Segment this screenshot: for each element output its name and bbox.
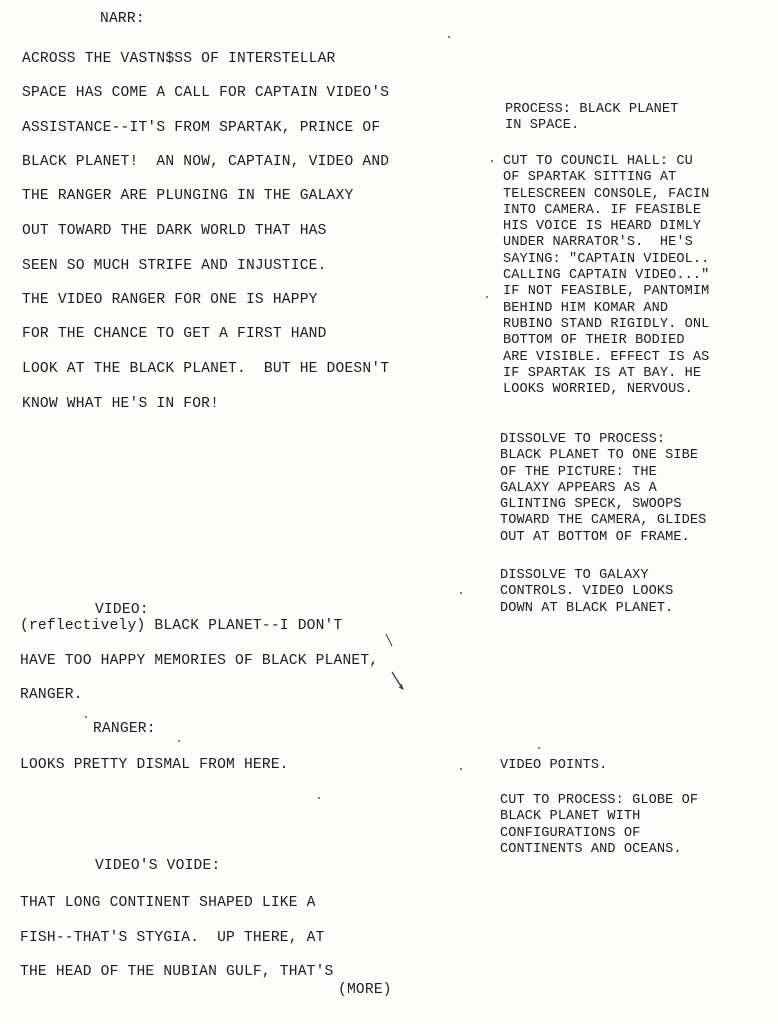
- direction-block: DISSOLVE TO GALAXY CONTROLS. VIDEO LOOKS DOWN AT BLACK PLANET.: [500, 568, 674, 616]
- narr-line: THE VIDEO RANGER FOR ONE IS HAPPY: [22, 292, 318, 308]
- video-dialogue-line: HAVE TOO HAPPY MEMORIES OF BLACK PLANET,: [20, 653, 379, 669]
- voice-dialogue-line: THE HEAD OF THE NUBIAN GULF, THAT'S: [20, 964, 334, 980]
- narr-speaker: NARR:: [100, 11, 145, 27]
- direction-block: PROCESS: BLACK PLANET IN SPACE.: [505, 102, 679, 134]
- paper-speck: [460, 768, 462, 770]
- paper-speck: [448, 36, 450, 38]
- ranger-dialogue-line: LOOKS PRETTY DISMAL FROM HERE.: [20, 757, 289, 773]
- narr-line: ACROSS THE VASTN$SS OF INTERSTELLAR: [22, 51, 336, 67]
- narr-line: SPACE HAS COME A CALL FOR CAPTAIN VIDEO'S: [22, 85, 390, 101]
- voice-speaker: VIDEO'S VOIDE:: [95, 858, 221, 874]
- paper-speck: [318, 797, 320, 799]
- direction-block: CUT TO COUNCIL HALL: CU OF SPARTAK SITTING AT TELESCREEN CONSOLE, FACIN INTO CAMERA. IF FEASIBLE HIS VOICE IS HEARD DIMLY UNDER NARRATOR'S. HE'S SAYING: "CAPTAIN VIDEOL.. CALLING CAPTAIN VIDEO..." IF NOT FEASIBLE, PANTOMIM BEHIND HIM KOMAR AND RUBINO STAND RIGIDLY. ONL BOTTOM OF THEIR BODIED ARE VISIBLE. EFFECT IS AS IF SPARTAK IS AT BAY. HE LOOKS WORRIED, NERVOUS.: [503, 154, 710, 398]
- video-speaker: VIDEO:: [95, 602, 149, 618]
- voice-dialogue-line: FISH--THAT'S STYGIA. UP THERE, AT: [20, 930, 325, 946]
- pen-mark: [382, 632, 412, 692]
- narr-line: OUT TOWARD THE DARK WORLD THAT HAS: [22, 223, 327, 239]
- paper-speck: [460, 592, 462, 594]
- paper-speck: [538, 747, 540, 749]
- narr-line: ASSISTANCE--IT'S FROM SPARTAK, PRINCE OF: [22, 120, 381, 136]
- narr-line: SEEN SO MUCH STRIFE AND INJUSTICE.: [22, 258, 327, 274]
- video-dialogue-line: RANGER.: [20, 687, 83, 703]
- direction-block: DISSOLVE TO PROCESS: BLACK PLANET TO ONE SIBE OF THE PICTURE: THE GALAXY APPEARS AS A GLINTING SPECK, SWOOPS TOWARD THE CAMERA, GLIDES OUT AT BOTTOM OF FRAME.: [500, 432, 707, 545]
- paper-speck: [491, 160, 493, 162]
- paper-speck: [486, 296, 488, 298]
- narr-line: FOR THE CHANCE TO GET A FIRST HAND: [22, 326, 327, 342]
- paper-speck: [178, 740, 180, 742]
- direction-block: CUT TO PROCESS: GLOBE OF BLACK PLANET WITH CONFIGURATIONS OF CONTINENTS AND OCEANS.: [500, 793, 699, 857]
- narr-line: BLACK PLANET! AN NOW, CAPTAIN, VIDEO AND: [22, 154, 390, 170]
- narr-line: LOOK AT THE BLACK PLANET. BUT HE DOESN'T: [22, 361, 390, 377]
- paper-speck: [85, 716, 87, 718]
- narr-line: KNOW WHAT HE'S IN FOR!: [22, 396, 220, 412]
- more-marker: (MORE): [338, 982, 392, 998]
- direction-block: VIDEO POINTS.: [500, 758, 608, 773]
- narr-line: THE RANGER ARE PLUNGING IN THE GALAXY: [22, 188, 354, 204]
- voice-dialogue-line: THAT LONG CONTINENT SHAPED LIKE A: [20, 895, 316, 911]
- ranger-speaker: RANGER:: [93, 721, 156, 737]
- video-dialogue-line: (reflectively) BLACK PLANET--I DON'T: [20, 618, 343, 634]
